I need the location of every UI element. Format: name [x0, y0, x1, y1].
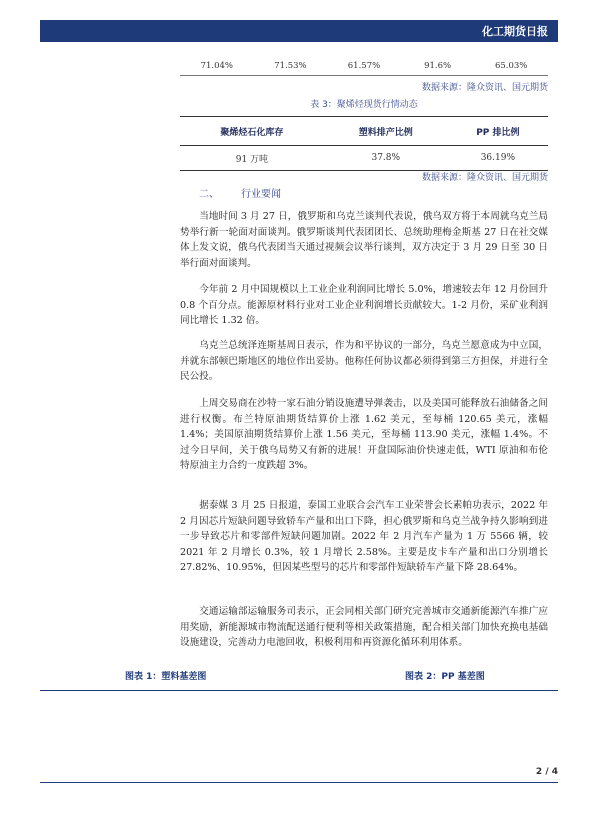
table-cell: 91 万吨: [180, 146, 324, 171]
figure-rule: [40, 690, 558, 691]
page-number: 2 / 4: [535, 767, 558, 777]
footer-rule: [40, 782, 558, 783]
table-rule: [180, 75, 548, 76]
news-paragraph: 交通运输部运输服务司表示，正会同相关部门研究完善城市交通新能源汽车推广应用奖励，新能源城市物流配送通行便利等相关政策措施，配合相关部门加快充换电基础设施建设，完善动力电池回收，积极利用和再资源化循环利用体系。: [180, 606, 548, 648]
news-paragraph: 当地时间 3 月 27 日，俄罗斯和乌克兰谈判代表说，俄乌双方将于本周就乌克兰局势举行新一轮面对面谈判。俄罗斯谈判代表团团长、总统助理梅金斯基 27 日在社交媒体上发文说，俄乌代表团当天通过视频会议举行谈判，双方决定于 3 月 29 日至 30 日举行面对面谈判。: [180, 211, 548, 269]
header-bar: [40, 20, 558, 42]
news-paragraph: 今年前 2 月中国规模以上工业企业利润同比增长 5.0%，增速较去年 12 月份回升 0.8 个百分点。能源原材料行业对工业企业利润增长贡献较大。1-2 月份，采矿业利润同比增长 1.32 倍。: [180, 284, 548, 326]
section-title: 行业要闻: [241, 189, 281, 200]
data-source: 数据来源：隆众资讯、国元期货: [421, 173, 548, 183]
table-cell: 71.04%: [200, 61, 233, 71]
table-cell: 71.53%: [274, 61, 307, 71]
news-paragraph: 乌克兰总统泽连斯基周日表示，作为和平协议的一部分，乌克兰愿意成为中立国，并就东部顿巴斯地区的地位作出妥协。他称任何协议都必须得到第三方担保，并进行全民公投。: [180, 340, 548, 382]
report-title: 化工期货日报: [482, 25, 548, 38]
news-paragraph: 据泰媒 3 月 25 日报道，泰国工业联合会汽车工业荣誉会长素帕功表示，2022 年 2 月因芯片短缺问题导致轿车产量和出口下降，担心俄罗斯和乌克兰战争持久影响到进一步导致芯片和零部件短缺问题加剧。2022 年 2 月汽车产量为 1 万 5566 辆，较 2021 年 2 月增长 0.3%，较 1 月增长 2.58%。主要是皮卡车产量和出口分别增长 27.82%、10.95%，但因某些型号的芯片和零部件短缺轿车产量下降 28.64%。: [180, 500, 548, 573]
section-number: 二、: [199, 189, 219, 200]
section-heading: [199, 185, 281, 200]
polyolefin-table: [180, 116, 548, 171]
figure-caption-pp: 图表 2：PP 基差图: [405, 672, 485, 682]
table-header: PP 排比例: [448, 117, 548, 146]
table-cell: 65.03%: [494, 61, 528, 71]
news-paragraph: 上周交易商在沙特一家石油分销设施遭导弹袭击，以及美国可能释放石油储备之间进行权衡。布兰特原油期货结算价上涨 1.62 美元，至每桶 120.65 美元，涨幅 1.4%；美国原油期货结算价上涨 1.56 美元，至每桶 113.90 美元，涨幅 1.4%。不过今日早间，关于俄乌局势又有新的进展！开盘国际油价快速走低，WTI 原油和布伦特原油主力合约一度跌超 3%。: [180, 398, 548, 471]
prev-table-row: [180, 61, 548, 71]
table-caption: 表 3：聚烯烃现货行情动态: [310, 100, 418, 110]
table-cell: 91.6%: [424, 61, 452, 71]
data-source: 数据来源：隆众资讯、国元期货: [421, 83, 548, 93]
table-header: 聚烯烃石化库存: [180, 117, 324, 146]
table-cell: 37.8%: [324, 146, 448, 171]
table-cell: 61.57%: [347, 61, 381, 71]
table-header: 塑料排产比例: [324, 117, 448, 146]
table-row: [180, 146, 548, 171]
table-cell: 36.19%: [448, 146, 548, 171]
figure-caption-plastic: 图表 1：塑料基差图: [125, 672, 207, 682]
